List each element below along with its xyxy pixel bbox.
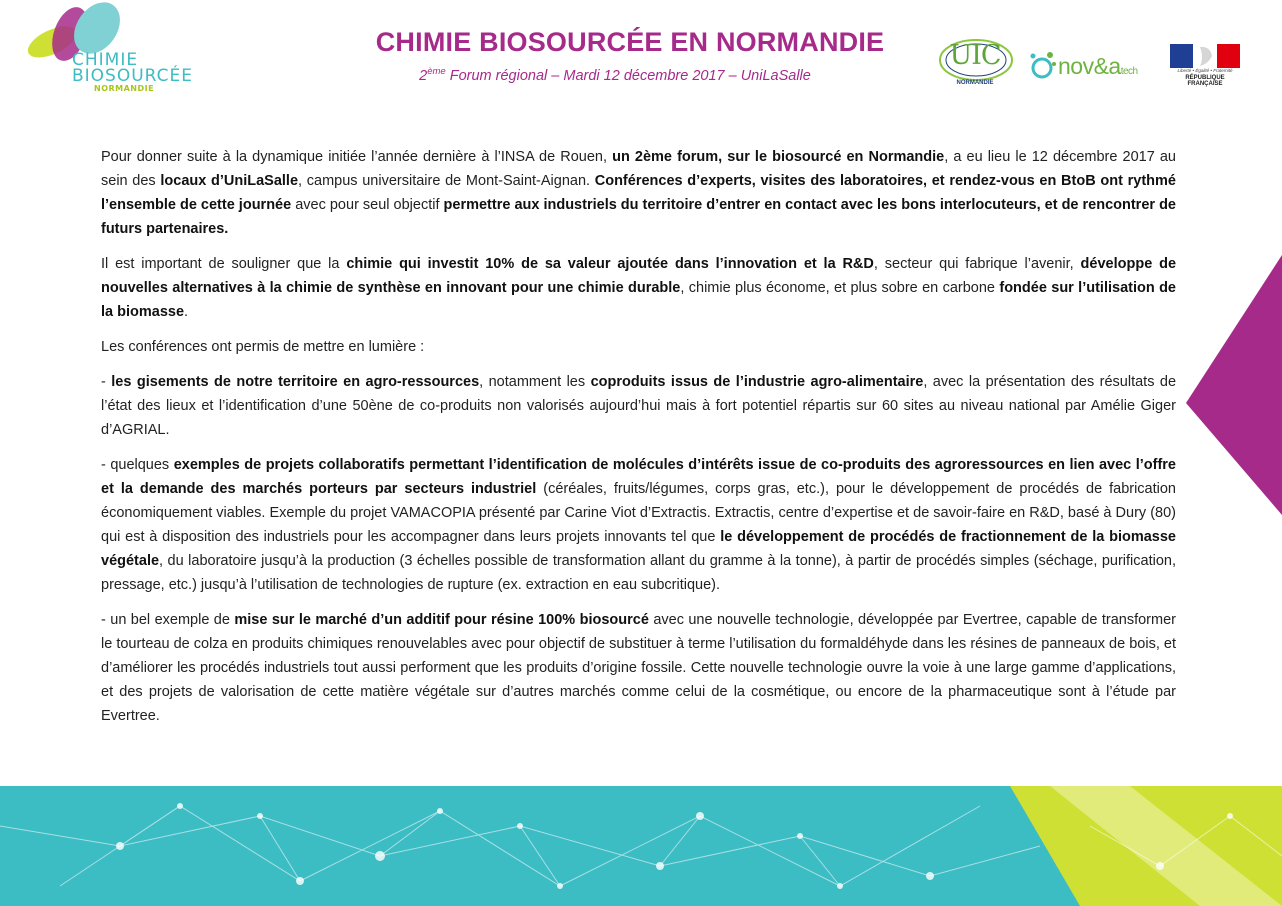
paragraph-gisements	[101, 370, 1176, 442]
bold-run: fondée sur l’utilisation de la biomasse	[101, 280, 1176, 320]
text-run: , secteur qui fabrique l’avenir,	[873, 256, 1081, 272]
marianne-flag-icon	[1170, 44, 1240, 68]
paragraph-projets	[101, 453, 1176, 597]
subtitle-number: 2	[419, 68, 428, 84]
bold-run: les gisements de notre territoire en agro-ressources	[111, 374, 480, 390]
novatech-label	[1058, 53, 1138, 80]
text-run: , du laboratoire jusqu’à la production (3 échelles possible de transformation allant du gramme à la tonne), à partir de procédés simples (séchage, purification, pressage, etc.) jusqu’à l’utilisation de technologies de rupture (ex. extraction en eau subcritique).	[101, 553, 1176, 593]
uic-normandie-logo	[936, 38, 1016, 90]
bold-run: chimie qui investit 10% de sa valeur ajoutée dans l’innovation et la R&D	[346, 256, 874, 272]
republique-francaise-logo	[1170, 44, 1240, 88]
article-body	[101, 145, 1176, 739]
text-run: , chimie plus économe, et plus sobre en carbone	[680, 280, 1000, 296]
paragraph-importance	[101, 252, 1176, 324]
uic-sub-label: NORMANDIE	[956, 80, 994, 86]
text-run: Pour donner suite à la dynamique initiée l’année dernière à l’INSA de Rouen,	[101, 149, 613, 165]
bold-run: Conférences d’experts, visites des laboratoires, et rendez-vous en BtoB ont rythmé l’ensemble de cette journée	[101, 173, 1176, 213]
text-run: , notamment les	[479, 374, 591, 390]
bold-run: un 2ème forum, sur le biosourcé en Normandie	[612, 149, 945, 165]
chimie-biosourcee-logo	[22, 2, 222, 98]
text-run: avec une nouvelle technologie, développée par Evertree, capable de transformer le tourteau de colza en produits chimiques renouvelables avec pour objectif de substituer à terme l’utilisation du formaldéhyde dans les résines de panneaux de bois, et d’améliorer les procédés industriels tout aussi performent que les produits d’origine fossile. Cette nouvelle technologie ouvre la voie à une large gamme d’applications, et des projets de valorisation de cette matière végétale sur d’autres marchés comme celui de la cosmétique, ou encore de la pharmaceutique sont à l’étude par Evertree.	[101, 612, 1176, 724]
paragraph-conferences: Les conférences ont permis de mettre en lumière :	[101, 339, 425, 355]
paragraph-intro	[101, 145, 1176, 241]
text-run: Il est important de souligner que la	[101, 256, 347, 272]
text-run: , avec la présentation des résultats de l’état des lieux et l’identification d’une 50ène de co-produits non valorisés aujourd’hui mais à fort potentiel répartis sur 60 sites au niveau national par Amélie Giger d’AGRIAL.	[101, 374, 1177, 438]
novatech-logo	[1028, 48, 1158, 84]
novatech-tech: tech	[1120, 66, 1138, 77]
text-run: -	[101, 374, 112, 390]
bold-run: permettre aux industriels du territoire d’entrer en contact avec les bons interlocuteurs, et de rencontrer de futurs partenaires.	[101, 197, 1176, 237]
decorative-purple-triangle	[1182, 255, 1282, 515]
text-run: , a eu lieu le 12 décembre 2017 au sein des	[101, 149, 1176, 189]
bubbles-icon	[1028, 48, 1058, 84]
bold-run: le développement de procédés de fractionnement de la biomasse végétale	[101, 529, 1176, 569]
bold-run: coproduits issus de l’industrie agro-alimentaire	[590, 374, 924, 390]
paragraph-evertree	[101, 608, 1176, 728]
page-title: CHIMIE BIOSOURCÉE EN NORMANDIE	[375, 27, 885, 57]
subtitle-superscript: ème	[427, 66, 446, 77]
page-subtitle	[300, 66, 930, 84]
decorative-network-band	[0, 786, 1282, 906]
logo-line-2: BIOSOURCÉE	[72, 66, 193, 86]
bold-run: exemples de projets collaboratifs permettant l’identification de molécules d’intérêts issue de co-produits des agroressources en lien avec l’offre et la demande des marchés porteurs par secteurs industriel	[101, 457, 1176, 497]
text-run: - quelques	[101, 457, 174, 473]
bold-run: développe de nouvelles alternatives à la chimie de synthèse en innovant pour une chimie durable	[101, 256, 1177, 296]
text-run: - un bel exemple de	[101, 612, 235, 628]
rf-name: RÉPUBLIQUE FRANÇAISE	[1185, 75, 1225, 87]
text-run: avec pour seul objectif	[291, 197, 444, 213]
logo-line-3: NORMANDIE	[94, 84, 155, 93]
logo-line-1: CHIMIE	[72, 50, 139, 70]
text-run: (céréales, fruits/légumes, corps gras, etc.), pour le développement de procédés de fabrication économiquement viables. Exemple du projet VAMACOPIA présenté par Carine Viot d’Extractis. Extractis, centre d’expertise et de savoir-faire en R&D, basé à Dury (80) qui est à disposition des industriels pour les accompagner dans leurs projets innovants tel que	[101, 481, 1176, 545]
bold-run: mise sur le marché d’un additif pour résine 100% biosourcé	[234, 612, 654, 628]
uic-label: UIC	[949, 40, 1001, 71]
rf-motto: Liberté • Égalité • Fraternité	[1177, 68, 1233, 73]
text-run: .	[184, 304, 189, 320]
subtitle-text: Forum régional – Mardi 12 décembre 2017 – UniLaSalle	[445, 68, 811, 84]
bold-run: locaux d’UniLaSalle	[160, 173, 299, 189]
text-run: , campus universitaire de Mont-Saint-Aignan.	[298, 173, 595, 189]
novatech-name: nov&a	[1058, 53, 1121, 79]
